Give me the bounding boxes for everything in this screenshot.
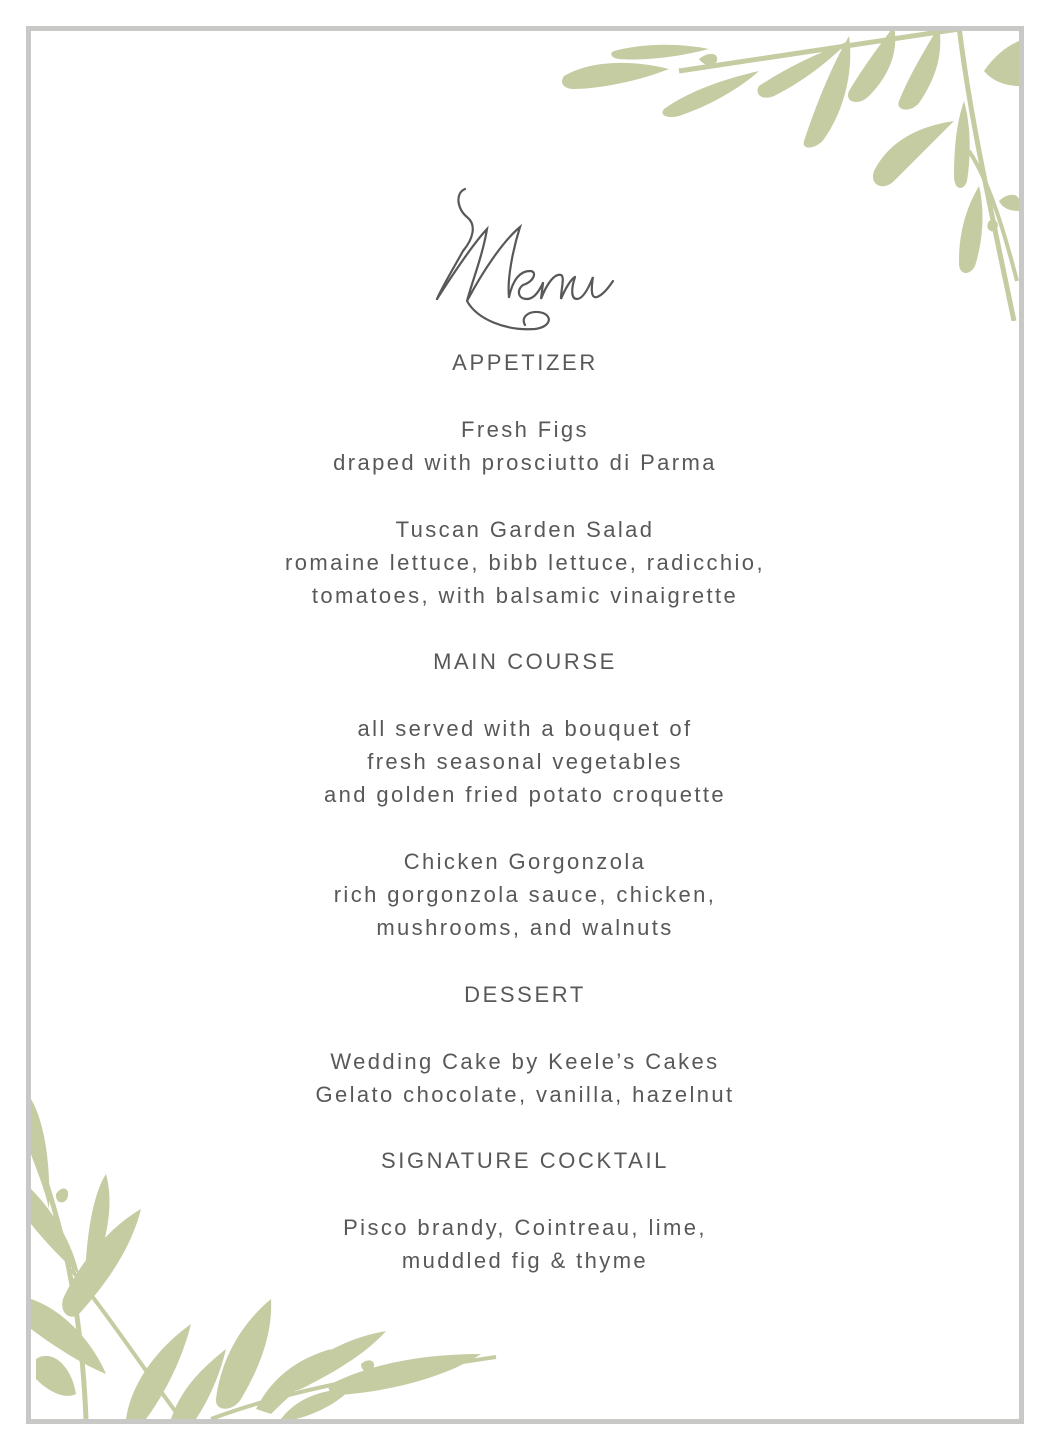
item-description: draped with prosciutto di Parma xyxy=(333,450,717,475)
section-note: all served with a bouquet of xyxy=(357,716,693,741)
section-heading-dessert: DESSERT xyxy=(464,982,586,1007)
section-heading-main-course: MAIN COURSE xyxy=(433,649,617,674)
item-description: romaine lettuce, bibb lettuce, radicchio, xyxy=(285,550,765,575)
section-note: and golden fried potato croquette xyxy=(323,782,727,807)
item-name: Fresh Figs xyxy=(461,417,589,442)
section-note: fresh seasonal vegetables xyxy=(367,749,683,774)
item-description: mushrooms, and walnuts xyxy=(376,915,674,940)
item-description: tomatoes, with balsamic vinaigrette xyxy=(311,583,739,608)
item-description: rich gorgonzola sauce, chicken, xyxy=(333,882,717,907)
item-description: muddled fig & thyme xyxy=(401,1248,649,1273)
section-heading-signature-cocktail: SIGNATURE COCKTAIL xyxy=(380,1148,670,1173)
menu-card xyxy=(26,26,1024,1424)
item-description: Pisco brandy, Cointreau, lime, xyxy=(343,1215,707,1240)
menu-title xyxy=(31,179,1019,339)
item-name: Tuscan Garden Salad xyxy=(395,517,655,542)
item-name: Chicken Gorgonzola xyxy=(403,849,647,874)
menu-title-text xyxy=(525,339,526,340)
menu-title-script-icon xyxy=(425,179,625,339)
item-name: Wedding Cake by Keele’s Cakes xyxy=(330,1049,720,1074)
section-heading-appetizer: APPETIZER xyxy=(452,350,598,375)
item-description: Gelato chocolate, vanilla, hazelnut xyxy=(315,1082,735,1107)
